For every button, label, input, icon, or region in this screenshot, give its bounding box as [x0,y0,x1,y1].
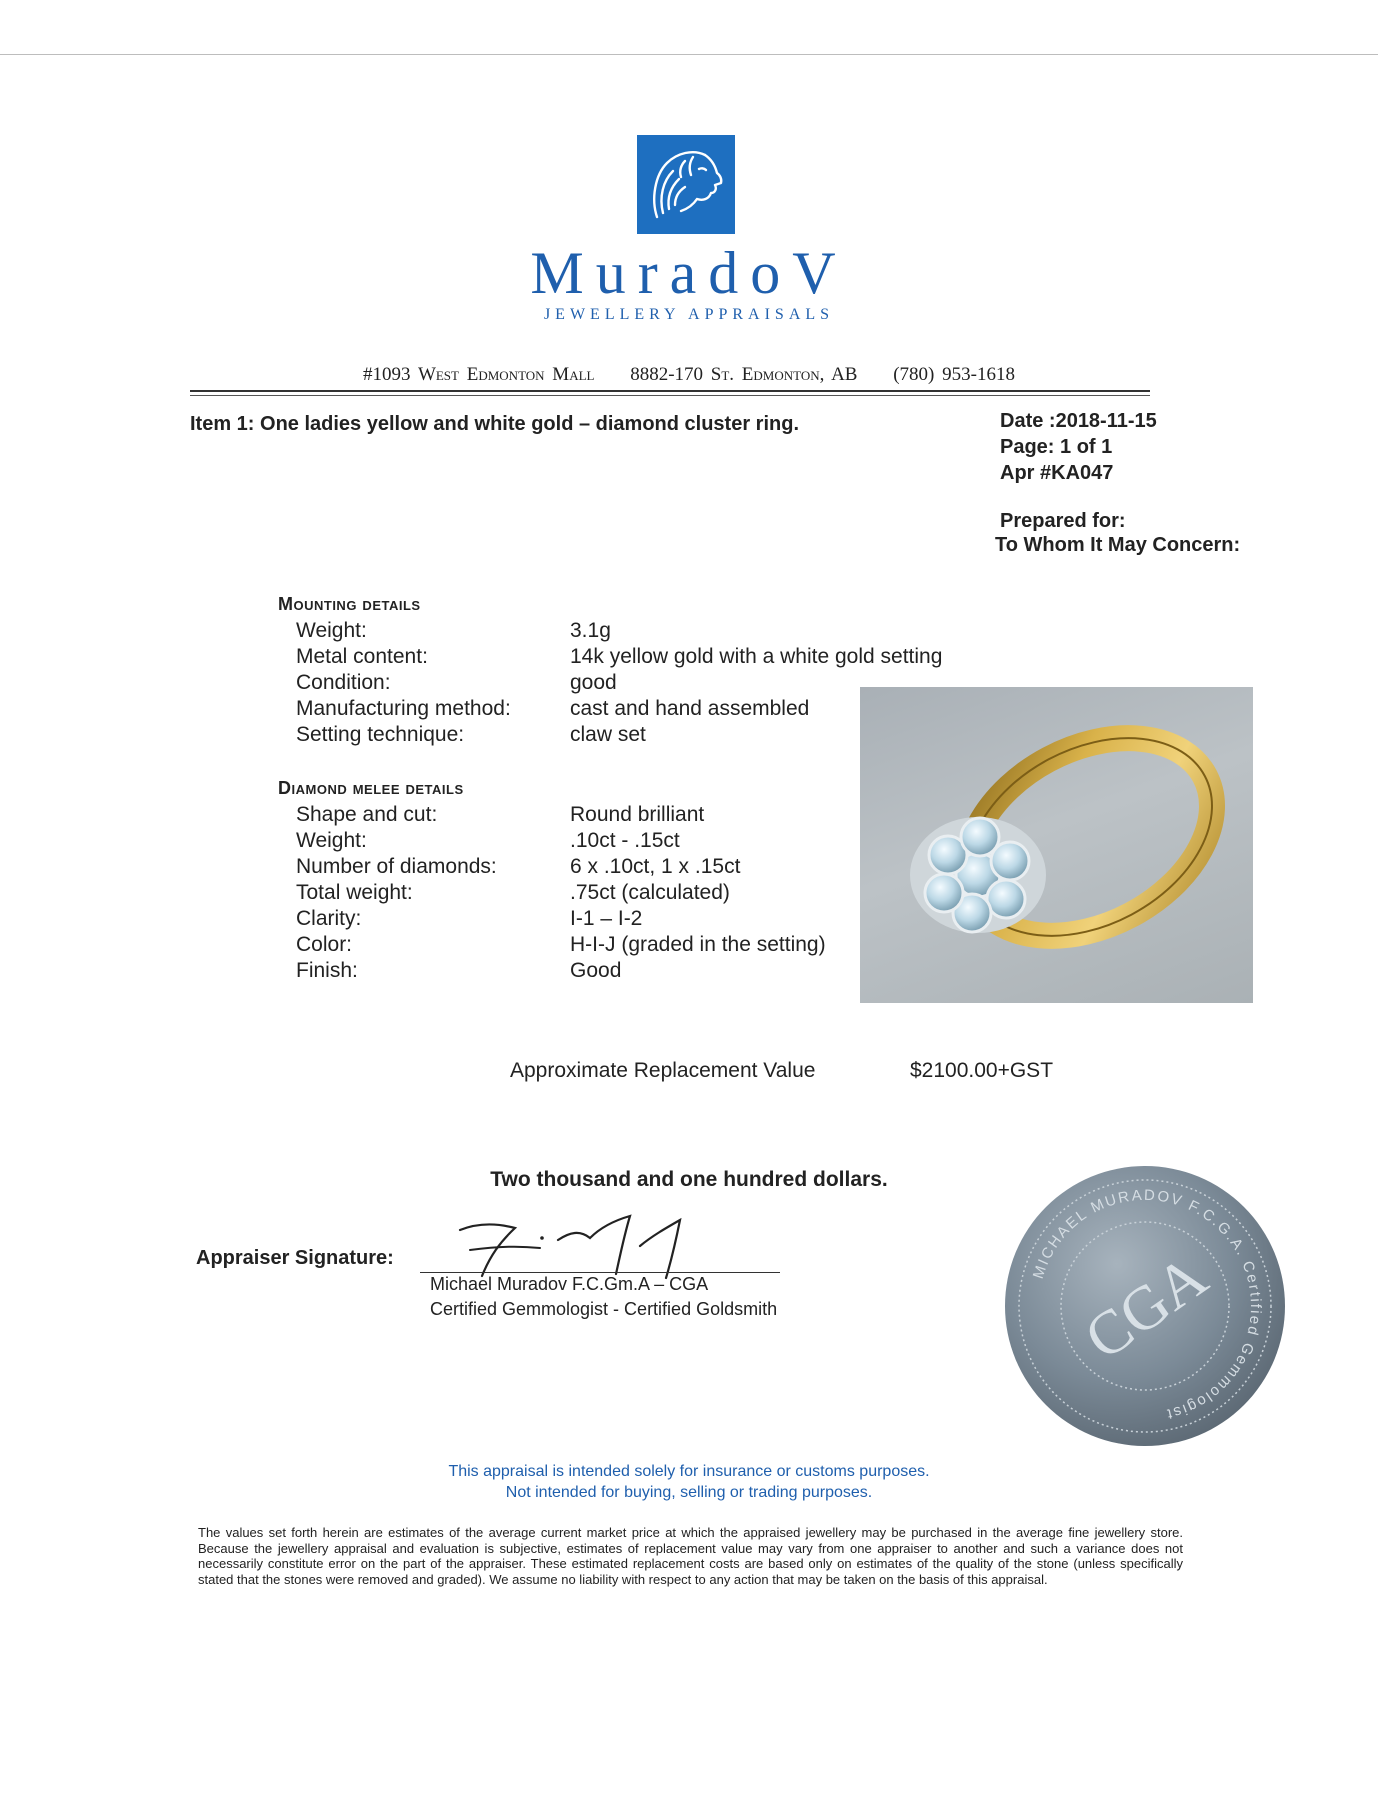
melee-label: Shape and cut: [296,803,438,826]
page-number: Page: 1 of 1 [1000,436,1113,458]
top-divider [0,54,1378,55]
header-rule-thin [190,395,1150,396]
melee-label: Number of diamonds: [296,855,497,878]
melee-label: Finish: [296,959,358,982]
mounting-label: Setting technique: [296,723,465,746]
value-in-words: Two thousand and one hundred dollars. [490,1168,888,1191]
mounting-value: 14k yellow gold with a white gold setting [570,645,943,668]
appraisal-number: Apr #KA047 [1000,462,1114,484]
seal-center-text: CGA [1073,1242,1220,1374]
notice-line-1: This appraisal is intended solely for insurance or customs purposes. [448,1463,930,1480]
address-street: #1093 West Edmonton Mall [363,364,595,385]
replacement-value-amount: $2100.00+GST [910,1059,1054,1082]
melee-heading: Diamond melee details [278,778,464,798]
melee-value: H-I-J (graded in the setting) [570,933,826,956]
brand-name: MuradoV [530,240,848,306]
lion-head-icon [637,135,735,234]
cga-seal [1003,1164,1287,1448]
address-phone: (780) 953-1618 [893,364,1015,385]
appraisal-date: Date :2018-11-15 [1000,410,1157,432]
disclaimer: The values set forth herein are estimates of the average current market price at which the appraised jewellery may be purchased in the average fine jewellery store. Because the jewellery appraisal and evaluation is subjective, estimates of replacement value may vary from one appraiser to another and such a variance does not necessarily constitute error on the part of the appraiser. These estimated replacement costs are based only on estimates of the quality of the stone (unless specifically stated that the stones were removed and graded). We assume no liability with respect to any action that may be taken on the basis of this appraisal. [198,1525,1183,1587]
melee-label: Total weight: [296,881,413,904]
melee-label: Weight: [296,829,367,852]
mounting-value: claw set [570,723,646,746]
appraiser-name: Michael Muradov F.C.Gm.A – CGA [430,1274,709,1294]
mounting-label: Weight: [296,619,367,642]
melee-value: .10ct - .15ct [570,829,680,852]
prepared-for: To Whom It May Concern: [995,534,1241,556]
signature-label: Appraiser Signature: [196,1247,394,1269]
header-rule [190,390,1150,392]
address-city: 8882-170 St. Edmonton, AB [630,364,858,385]
mounting-heading: Mounting details [278,594,421,614]
melee-label: Color: [296,933,353,956]
melee-label: Clarity: [296,907,362,930]
mounting-value: cast and hand assembled [570,697,810,720]
ring-photo [860,687,1253,1003]
signature-line [420,1272,780,1273]
handwritten-signature [440,1210,780,1280]
melee-value: I-1 – I-2 [570,907,643,930]
seal-ring-text: MICHAEL MURADOV F.C.G.A. Certified Gemmologist [1029,1186,1265,1423]
mounting-label: Condition: [296,671,391,694]
mounting-value: 3.1g [570,619,611,642]
brand-subtitle: JEWELLERY APPRAISALS [543,306,835,323]
melee-value: 6 x .10ct, 1 x .15ct [570,855,741,878]
notice-line-2: Not intended for buying, selling or trading purposes. [505,1484,873,1501]
melee-value: Round brilliant [570,803,705,826]
melee-value: .75ct (calculated) [570,881,730,904]
mounting-value: good [570,671,617,694]
prepared-for-label: Prepared for: [1000,510,1126,532]
replacement-value-label: Approximate Replacement Value [510,1059,816,1082]
appraiser-role: Certified Gemmologist - Certified Goldsmith [430,1299,778,1319]
mounting-label: Manufacturing method: [296,697,511,720]
address-line [0,364,1378,386]
item-title: Item 1: One ladies yellow and white gold – diamond cluster ring. [190,413,800,435]
mounting-label: Metal content: [296,645,428,668]
melee-value: Good [570,959,622,982]
